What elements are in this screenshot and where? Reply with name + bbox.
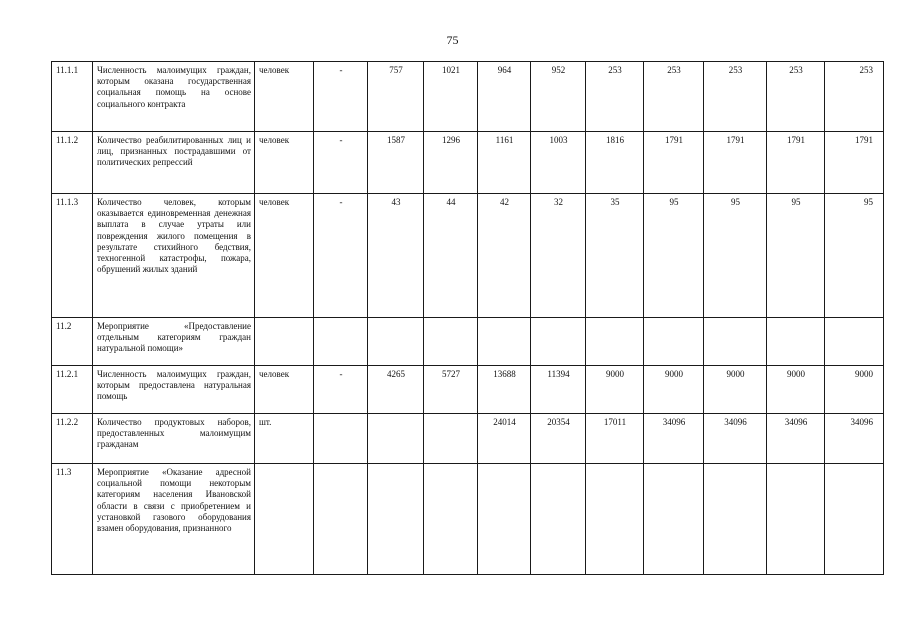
indicator-description: Мероприятие «Предоставление отдельным категориям граждан натуральной помощи» xyxy=(93,318,255,366)
indicator-description: Численность малоимущих граждан, которым предоставлена натуральная помощь xyxy=(93,366,255,414)
value-cell: 253 xyxy=(767,62,825,132)
table-row xyxy=(52,62,884,132)
value-cell: 253 xyxy=(825,62,884,132)
row-number: 11.2.1 xyxy=(52,366,93,414)
value-cell: 1791 xyxy=(767,132,825,194)
base-value-cell: - xyxy=(314,366,368,414)
unit-cell: человек xyxy=(255,132,314,194)
table-row xyxy=(52,132,884,194)
value-cell xyxy=(586,464,644,575)
value-cell: 1791 xyxy=(704,132,767,194)
table-row xyxy=(52,464,884,575)
value-cell xyxy=(478,464,531,575)
table-body xyxy=(52,62,884,575)
value-cell: 253 xyxy=(586,62,644,132)
value-cell: 757 xyxy=(368,62,424,132)
base-value-cell xyxy=(314,318,368,366)
value-cell: 34096 xyxy=(767,414,825,464)
table-row xyxy=(52,414,884,464)
value-cell: 95 xyxy=(704,194,767,318)
page-number: 75 xyxy=(446,33,459,47)
value-cell xyxy=(424,318,478,366)
row-number: 11.1.3 xyxy=(52,194,93,318)
value-cell: 253 xyxy=(644,62,704,132)
value-cell xyxy=(767,318,825,366)
row-number: 11.3 xyxy=(52,464,93,575)
unit-cell: человек xyxy=(255,62,314,132)
value-cell: 1003 xyxy=(531,132,586,194)
table-row xyxy=(52,194,884,318)
value-cell xyxy=(825,464,884,575)
indicators-table xyxy=(51,61,884,575)
value-cell xyxy=(531,318,586,366)
indicator-description: Количество реабилитированных лиц и лиц, признанных пострадавшими от политических репрессий xyxy=(93,132,255,194)
value-cell xyxy=(825,318,884,366)
unit-cell: шт. xyxy=(255,414,314,464)
value-cell xyxy=(767,464,825,575)
value-cell xyxy=(424,414,478,464)
base-value-cell: - xyxy=(314,194,368,318)
base-value-cell: - xyxy=(314,62,368,132)
indicator-description: Мероприятие «Оказание адресной социальной помощи некоторым категориям населения Ивановской области в связи с приобретением и установкой газового оборудования взамен оборудования, признанного xyxy=(93,464,255,575)
value-cell: 1816 xyxy=(586,132,644,194)
value-cell xyxy=(644,464,704,575)
value-cell: 24014 xyxy=(478,414,531,464)
value-cell: 9000 xyxy=(586,366,644,414)
value-cell: 9000 xyxy=(644,366,704,414)
value-cell xyxy=(644,318,704,366)
table-row xyxy=(52,318,884,366)
value-cell: 1791 xyxy=(825,132,884,194)
row-number: 11.2.2 xyxy=(52,414,93,464)
unit-cell xyxy=(255,318,314,366)
value-cell: 95 xyxy=(644,194,704,318)
base-value-cell xyxy=(314,414,368,464)
value-cell: 42 xyxy=(478,194,531,318)
value-cell: 253 xyxy=(704,62,767,132)
value-cell xyxy=(424,464,478,575)
row-number: 11.1.1 xyxy=(52,62,93,132)
value-cell xyxy=(368,414,424,464)
row-number: 11.1.2 xyxy=(52,132,93,194)
row-number: 11.2 xyxy=(52,318,93,366)
value-cell: 13688 xyxy=(478,366,531,414)
indicator-description: Количество человек, которым оказывается единовременная денежная выплата в случае утраты или повреждения жилого помещения в результате стихийного бедствия, техногенной катастрофы, пожара, обрушений жилых зданий xyxy=(93,194,255,318)
indicator-description: Численность малоимущих граждан, которым оказана государственная социальная помощь на основе социального контракта xyxy=(93,62,255,132)
value-cell: 4265 xyxy=(368,366,424,414)
value-cell: 1587 xyxy=(368,132,424,194)
value-cell xyxy=(704,318,767,366)
value-cell: 9000 xyxy=(825,366,884,414)
value-cell: 5727 xyxy=(424,366,478,414)
value-cell: 952 xyxy=(531,62,586,132)
value-cell: 1791 xyxy=(644,132,704,194)
unit-cell xyxy=(255,464,314,575)
indicator-description: Количество продуктовых наборов, предоставленных малоимущим гражданам xyxy=(93,414,255,464)
value-cell: 1161 xyxy=(478,132,531,194)
base-value-cell: - xyxy=(314,132,368,194)
value-cell: 11394 xyxy=(531,366,586,414)
value-cell: 95 xyxy=(825,194,884,318)
value-cell: 34096 xyxy=(704,414,767,464)
value-cell: 20354 xyxy=(531,414,586,464)
value-cell: 9000 xyxy=(704,366,767,414)
value-cell: 1021 xyxy=(424,62,478,132)
value-cell xyxy=(586,318,644,366)
value-cell xyxy=(704,464,767,575)
value-cell xyxy=(531,464,586,575)
value-cell: 95 xyxy=(767,194,825,318)
value-cell xyxy=(368,464,424,575)
value-cell: 964 xyxy=(478,62,531,132)
value-cell: 35 xyxy=(586,194,644,318)
value-cell: 34096 xyxy=(644,414,704,464)
value-cell: 44 xyxy=(424,194,478,318)
value-cell: 17011 xyxy=(586,414,644,464)
unit-cell: человек xyxy=(255,194,314,318)
value-cell: 9000 xyxy=(767,366,825,414)
value-cell xyxy=(478,318,531,366)
value-cell: 32 xyxy=(531,194,586,318)
base-value-cell xyxy=(314,464,368,575)
table-row xyxy=(52,366,884,414)
value-cell: 1296 xyxy=(424,132,478,194)
value-cell: 34096 xyxy=(825,414,884,464)
value-cell xyxy=(368,318,424,366)
value-cell: 43 xyxy=(368,194,424,318)
unit-cell: человек xyxy=(255,366,314,414)
